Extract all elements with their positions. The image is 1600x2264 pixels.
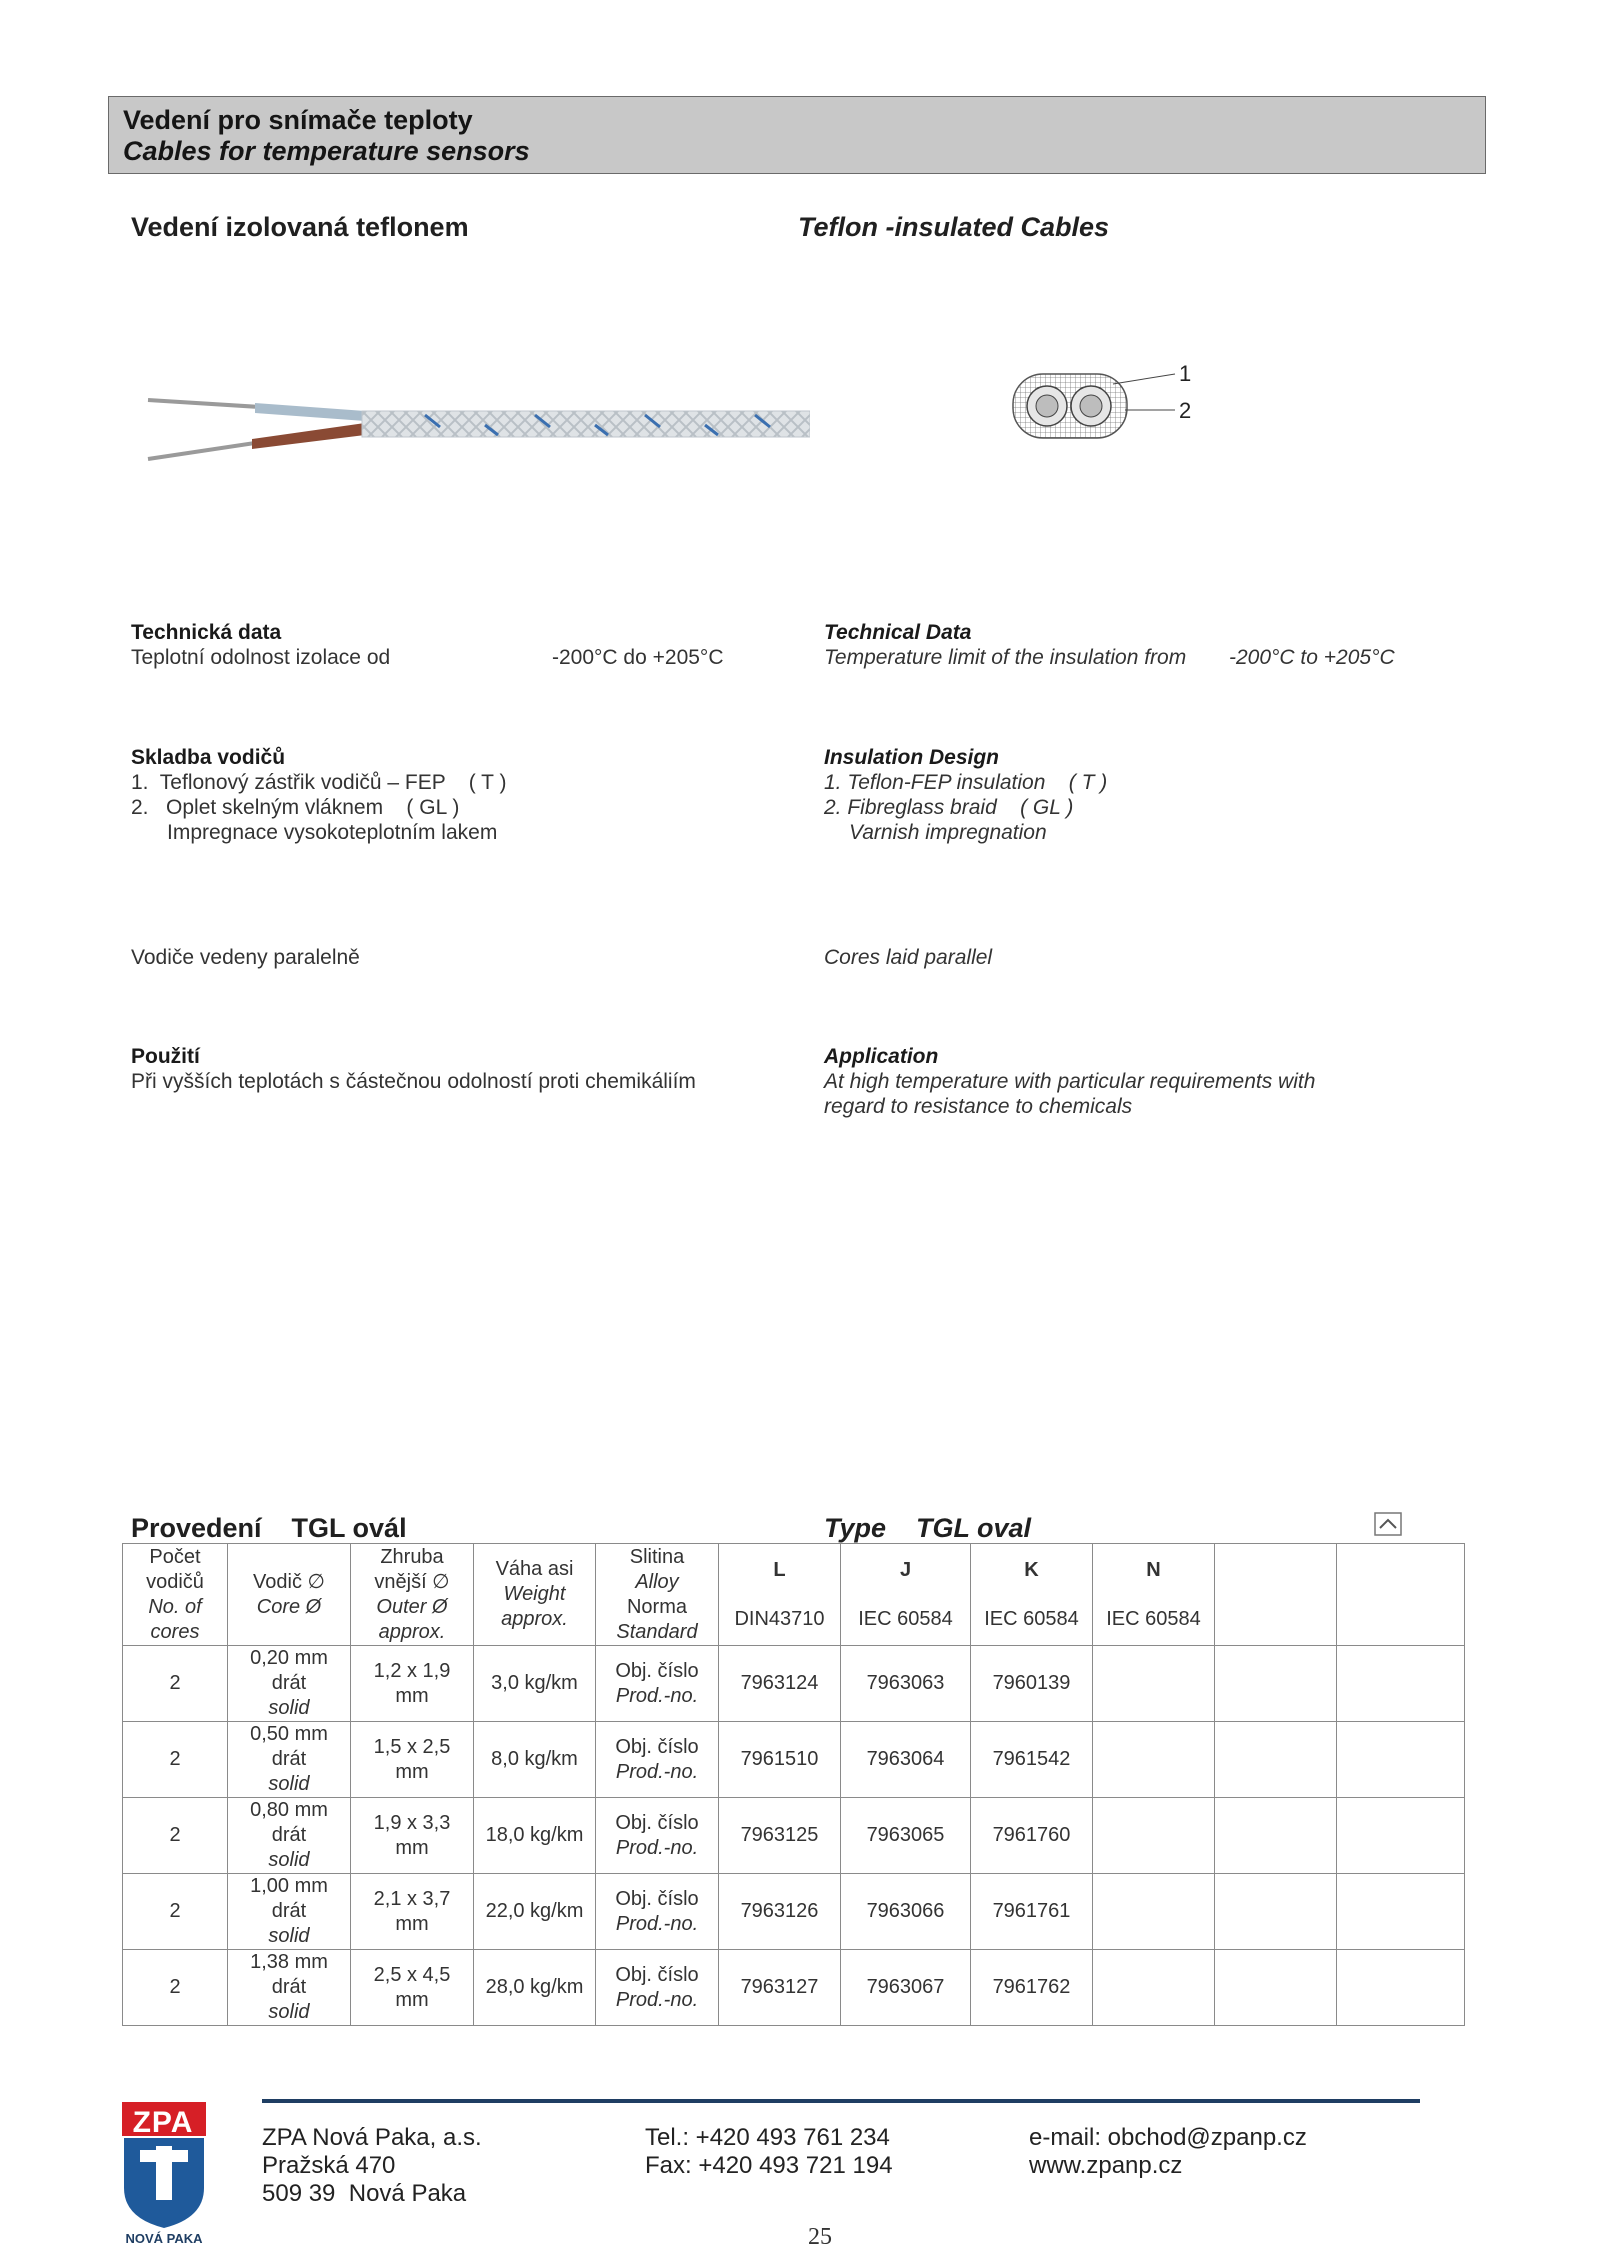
header-title-cz: Vedení pro snímače teploty [123,105,473,135]
spec-table [122,1543,1465,2026]
cell-weight: 18,0 kg/km [474,1798,596,1874]
tech-data-heading-en: Technical Data [824,621,972,644]
cell-alloy-K: 7961761 [971,1874,1093,1950]
header-title-en: Cables for temperature sensors [123,136,530,166]
design-line3-cz: Impregnace vysokoteplotním lakem [167,821,498,844]
application-text-en-2: regard to resistance to chemicals [824,1095,1133,1118]
header-alloy-K: K IEC 60584 [971,1544,1093,1646]
cell-alloy-J: 7963065 [841,1798,971,1874]
design-heading-en: Insulation Design [824,746,1000,769]
footer-divider [262,2099,1420,2103]
cell-weight: 28,0 kg/km [474,1950,596,2026]
type-label-cz: Provedení [131,1513,262,1543]
cell-prod: Obj. číslo Prod.-no. [596,1874,719,1950]
type-value-cz: TGL ovál [291,1513,407,1543]
cell-alloy-L: 7961510 [719,1722,841,1798]
cell-weight: 3,0 kg/km [474,1646,596,1722]
table-row [123,1646,1465,1722]
header-alloy-N: N IEC 60584 [1093,1544,1215,1646]
cell-empty [1215,1798,1337,1874]
application-heading-en: Application [824,1045,939,1068]
tech-data-heading-cz: Technická data [131,621,282,644]
header-alloy: Slitina Alloy Norma Standard [596,1544,719,1646]
header-empty-2 [1337,1544,1465,1646]
table-header-row [123,1544,1465,1646]
cell-prod: Obj. číslo Prod.-no. [596,1646,719,1722]
cell-weight: 22,0 kg/km [474,1874,596,1950]
logo-text-top: ZPA [132,2106,194,2139]
table-row [123,1798,1465,1874]
type-value-en: TGL oval [916,1513,1032,1543]
cell-outer: 1,9 x 3,3 mm [351,1798,474,1874]
cell-count: 2 [123,1874,228,1950]
cell-empty [1337,1950,1465,2026]
cross-section-diagram [1005,362,1205,442]
cell-alloy-K: 7960139 [971,1646,1093,1722]
cell-count: 2 [123,1646,228,1722]
header-count: Počet vodičů No. of cores [123,1544,228,1646]
cell-alloy-J: 7963063 [841,1646,971,1722]
cell-alloy-N [1093,1950,1215,2026]
cell-alloy-N [1093,1798,1215,1874]
cell-alloy-L: 7963124 [719,1646,841,1722]
cell-empty [1337,1722,1465,1798]
cell-alloy-K: 7961760 [971,1798,1093,1874]
footer-city: 509 39 Nová Paka [262,2180,467,2207]
cell-count: 2 [123,1722,228,1798]
cell-core: 0,20 mm drát solid [228,1646,351,1722]
cores-text-cz: Vodiče vedeny paralelně [131,946,360,969]
footer-web[interactable]: www.zpanp.cz [1029,2152,1183,2179]
cable-photo [140,385,810,465]
header-empty-1 [1215,1544,1337,1646]
application-text-cz: Při vyšších teplotách s částečnou odolností proti chemikáliím [131,1070,696,1093]
cell-prod: Obj. číslo Prod.-no. [596,1722,719,1798]
application-text-en-1: At high temperature with particular requirements with [824,1070,1316,1093]
cell-empty [1215,1722,1337,1798]
cell-alloy-K: 7961762 [971,1950,1093,2026]
cell-count: 2 [123,1950,228,2026]
footer-company: ZPA Nová Paka, a.s. [262,2124,482,2151]
cell-empty [1215,1950,1337,2026]
cell-core: 0,50 mm drát solid [228,1722,351,1798]
type-heading-en [824,1513,1031,1544]
section-title-cz: Vedení izolovaná teflonem [131,212,469,242]
cell-prod: Obj. číslo Prod.-no. [596,1798,719,1874]
footer-email[interactable]: e-mail: obchod@zpanp.cz [1029,2124,1307,2151]
cell-weight: 8,0 kg/km [474,1722,596,1798]
cell-alloy-N [1093,1646,1215,1722]
footer-tel: Tel.: +420 493 761 234 [645,2124,890,2151]
design-line2-en: 2. Fibreglass braid ( GL ) [824,796,1074,819]
cell-outer: 1,2 x 1,9 mm [351,1646,474,1722]
cell-alloy-L: 7963126 [719,1874,841,1950]
cell-empty [1337,1874,1465,1950]
header-core: Vodič ∅ Core Ø [228,1544,351,1646]
design-line3-en: Varnish impregnation [849,821,1047,844]
page-header [108,96,1486,174]
diagram-label-2: 2 [1179,398,1192,423]
cell-core: 1,38 mm drát solid [228,1950,351,2026]
application-heading-cz: Použití [131,1045,200,1068]
tech-data-value-cz: -200°C do +205°C [552,646,724,669]
type-heading-cz [131,1513,407,1544]
header-alloy-J: J IEC 60584 [841,1544,971,1646]
cell-alloy-L: 7963127 [719,1950,841,2026]
table-row [123,1874,1465,1950]
scroll-up-icon[interactable] [1374,1512,1402,1536]
type-label-en: Type [824,1513,887,1543]
cell-outer: 1,5 x 2,5 mm [351,1722,474,1798]
page-number: 25 [808,2224,832,2250]
cell-alloy-J: 7963067 [841,1950,971,2026]
cell-alloy-K: 7961542 [971,1722,1093,1798]
cell-alloy-J: 7963064 [841,1722,971,1798]
diagram-label-1: 1 [1179,361,1192,386]
header-weight: Váha asi Weight approx. [474,1544,596,1646]
cell-empty [1337,1646,1465,1722]
tech-data-text-cz: Teplotní odolnost izolace od [131,646,391,669]
cell-alloy-N [1093,1874,1215,1950]
cell-empty [1337,1798,1465,1874]
cell-count: 2 [123,1798,228,1874]
tech-data-value-en: -200°C to +205°C [1229,646,1395,669]
cell-outer: 2,5 x 4,5 mm [351,1950,474,2026]
design-heading-cz: Skladba vodičů [131,746,286,769]
table-row [123,1722,1465,1798]
cell-alloy-J: 7963066 [841,1874,971,1950]
tech-data-text-en: Temperature limit of the insulation from [824,646,1187,669]
logo-text-bottom: NOVÁ PAKA [125,2231,203,2246]
design-line2-cz: 2. Oplet skelným vláknem ( GL ) [131,796,460,819]
cell-core: 1,00 mm drát solid [228,1874,351,1950]
section-title-en: Teflon -insulated Cables [798,212,1110,242]
footer-fax: Fax: +420 493 721 194 [645,2152,893,2179]
header-outer: Zhruba vnější ∅ Outer Ø approx. [351,1544,474,1646]
cell-alloy-N [1093,1722,1215,1798]
footer-street: Pražská 470 [262,2152,396,2179]
cell-empty [1215,1646,1337,1722]
table-row [123,1950,1465,2026]
header-alloy-L: L DIN43710 [719,1544,841,1646]
cell-empty [1215,1874,1337,1950]
cell-prod: Obj. číslo Prod.-no. [596,1950,719,2026]
cell-core: 0,80 mm drát solid [228,1798,351,1874]
design-line1-en: 1. Teflon-FEP insulation ( T ) [824,771,1108,794]
cell-outer: 2,1 x 3,7 mm [351,1874,474,1950]
cell-alloy-L: 7963125 [719,1798,841,1874]
design-line1-cz: 1. Teflonový zástřik vodičů – FEP ( T ) [131,771,507,794]
cores-text-en: Cores laid parallel [824,946,993,969]
